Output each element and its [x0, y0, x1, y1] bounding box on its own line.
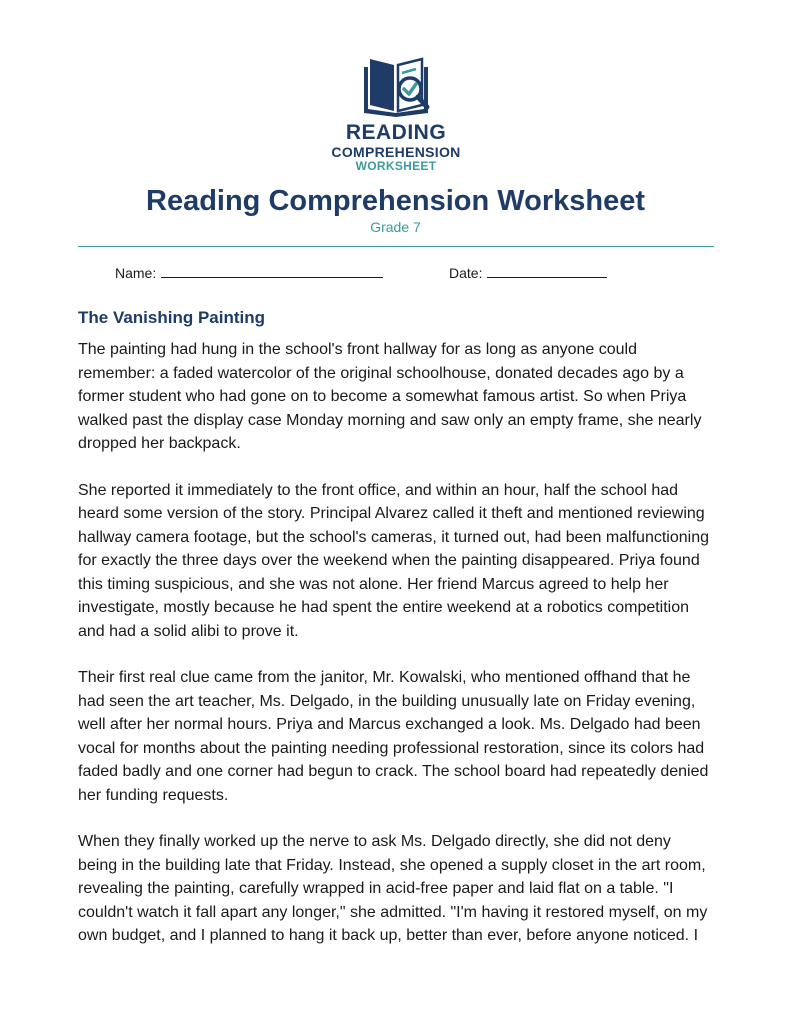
story-title: The Vanishing Painting [78, 308, 266, 327]
name-blank-line[interactable] [161, 264, 383, 278]
story-line: hallway camera footage, but the school's cameras, it turned out, had been malfunctioning [78, 528, 709, 546]
story-line: remember: a faded watercolor of the original schoolhouse, donated decades ago by a [78, 364, 684, 382]
story-line: dropped her backpack. [78, 435, 241, 452]
date-blank-line[interactable] [487, 264, 607, 278]
date-label: Date: [449, 265, 483, 281]
story-line: walked past the display case Monday morning and saw only an empty frame, she nearly [78, 411, 702, 429]
story-line: this timing suspicious, and she was not alone. Her friend Marcus agreed to help her [78, 575, 669, 593]
name-field [115, 264, 383, 281]
story-line: well after her normal hours. Priya and Marcus exchanged a look. Ms. Delgado had been [78, 716, 701, 733]
story-line: former student who had gone on to become a somewhat famous artist. So when Priya [78, 388, 687, 405]
story-line: own budget, and I planned to hang it back up, better than ever, before anyone noticed. I [78, 927, 699, 944]
book-magnifier-check-icon [358, 55, 434, 117]
story-paragraph [78, 666, 718, 807]
story-paragraph [78, 830, 718, 948]
story-line: heard some version of the story. Principal Alvarez called it theft and mentioned reviewing [78, 505, 705, 522]
story-line: revealing the painting, carefully wrapped in acid-free paper and laid flat on a table. "I [78, 880, 674, 897]
story-line: for exactly the three days over the weekend when the painting disappeared. Priya found [78, 552, 700, 569]
story-line: vocal for months about the painting needing professional restoration, since its colors had [78, 739, 705, 757]
story-line: couldn't watch it fall apart any longer," she admitted. "I'm having it restored myself, on my [78, 903, 708, 921]
story-line: When they finally worked up the nerve to ask Ms. Delgado directly, she did not deny [78, 833, 671, 850]
story-line: being in the building late that Friday. Instead, she opened a supply closet in the art room, [78, 856, 706, 874]
grade-level: Grade 7 [370, 219, 421, 235]
story-line: her funding requests. [78, 786, 229, 804]
story-line: The painting had hung in the school's front hallway for as long as anyone could [78, 341, 637, 358]
logo-text-reading: READING [345, 121, 447, 144]
story-line: Their first real clue came from the janitor, Mr. Kowalski, who mentioned offhand that he [78, 669, 691, 686]
story-body [78, 338, 718, 971]
logo-text-worksheet: WORKSHEET [355, 159, 437, 173]
story-line: She reported it immediately to the front office, and within an hour, half the school had [78, 481, 679, 499]
worksheet-logo [318, 55, 474, 175]
story-line: investigate, mostly because he had spent the entire weekend at a robotics competition [78, 599, 690, 616]
story-paragraph [78, 338, 718, 456]
story-line: faded badly and one corner had begun to crack. The school board had repeatedly denied [78, 763, 709, 780]
name-label: Name: [115, 265, 157, 281]
page-title: Reading Comprehension Worksheet [146, 185, 645, 217]
header-divider [78, 246, 714, 247]
logo-text-comprehension: COMPREHENSION [331, 144, 461, 160]
story-paragraph [78, 479, 718, 644]
date-field [449, 264, 607, 281]
story-line: and had a solid alibi to prove it. [78, 622, 299, 640]
story-line: had seen the art teacher, Ms. Delgado, in the building unusually late on Friday evening, [78, 692, 696, 710]
